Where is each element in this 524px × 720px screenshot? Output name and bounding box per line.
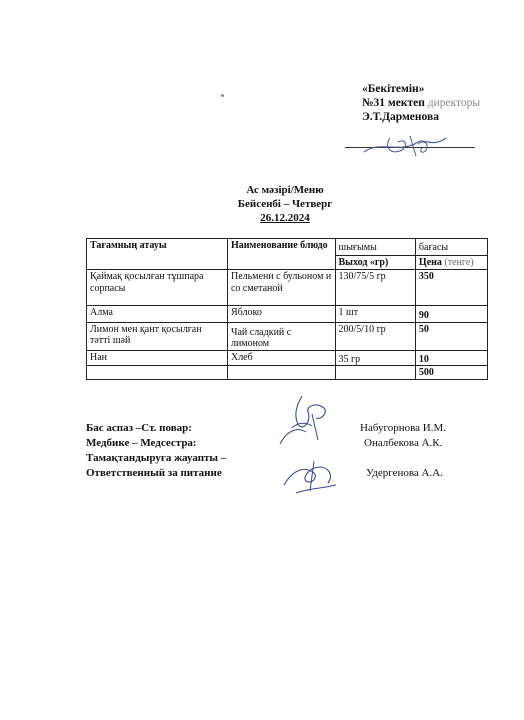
header-price-ru [416, 256, 487, 270]
table-row [87, 322, 488, 350]
cell-price: 10 [415, 350, 487, 366]
header-name-ru: Наименование блюдо [227, 239, 335, 270]
role-chef: Бас аспаз –Ст. повар: [86, 422, 192, 434]
cell-name-ru: Хлеб [227, 350, 335, 366]
approval-position-role: директоры [427, 97, 481, 109]
header-output-ru: Выход «гр) [338, 256, 389, 268]
header-price [415, 239, 487, 270]
cell-output: 130/75/5 гр [335, 270, 415, 306]
table-row [87, 270, 488, 306]
approval-position [362, 96, 480, 110]
chef-signature [272, 392, 334, 450]
cell-empty [87, 366, 228, 380]
responsible-signature [278, 455, 342, 497]
cell-name-kz: Лимон мен қант қосылған тәтті шәй [87, 322, 228, 350]
approval-position-school: №31 мектеп [362, 97, 428, 109]
cell-output: 35 гр [335, 350, 415, 366]
menu-title [200, 183, 370, 225]
cell-total: 500 [415, 366, 487, 380]
cell-price: 350 [415, 270, 487, 306]
cell-name-ru: Чай сладкий с лимоном [227, 322, 335, 350]
name-responsible: Удергенова А.А. [366, 467, 443, 479]
cell-price: 90 [415, 306, 487, 323]
scan-speck [221, 94, 224, 97]
director-signature [360, 130, 450, 162]
menu-day: Бейсенбі – Четверг [237, 198, 333, 210]
table-header-row [87, 239, 488, 270]
header-price-kz: бағасы [416, 239, 487, 256]
header-price-ru-label: Цена [418, 256, 445, 268]
cell-output: 200/5/10 гр [335, 322, 415, 350]
cell-empty [227, 366, 335, 380]
header-output [335, 239, 415, 270]
role-responsible-ru: Ответственный за питание [86, 467, 222, 479]
approval-director-name: Э.Т.Дарменова [362, 111, 439, 123]
cell-name-ru: Пельмени с бульоном и со сметаной [227, 270, 335, 306]
approval-title: «Бекітемін» [362, 83, 425, 95]
role-nurse: Медбике – Медсестра: [86, 437, 197, 449]
cell-empty [335, 366, 415, 380]
staff-names [360, 421, 446, 481]
staff-roles [86, 421, 226, 481]
menu-date: 26.12.2024 [260, 212, 310, 224]
menu-title-line: Ас мәзірі/Меню [246, 184, 324, 196]
cell-name-kz: Қаймақ қосылған тұшпара сорпасы [87, 270, 228, 306]
cell-output: 1 шт [335, 306, 415, 323]
name-nurse: Оналбекова А.К. [364, 437, 443, 449]
table-row [87, 350, 488, 366]
header-name-kz: Тағамның атауы [87, 239, 228, 270]
table-total-row [87, 366, 488, 380]
cell-name-kz: Алма [87, 306, 228, 323]
header-output-kz: шығымы [336, 239, 415, 256]
header-price-ru-unit: (тенге) [444, 256, 474, 268]
cell-price: 50 [415, 322, 487, 350]
table-row [87, 306, 488, 323]
menu-table [86, 238, 488, 380]
cell-name-kz: Нан [87, 350, 228, 366]
role-responsible-kz: Тамақтандыруға жауапты – [86, 452, 227, 464]
cell-name-ru: Яблоко [227, 306, 335, 323]
name-chef: Набугорнова И.М. [360, 422, 447, 434]
approval-block [362, 82, 480, 124]
